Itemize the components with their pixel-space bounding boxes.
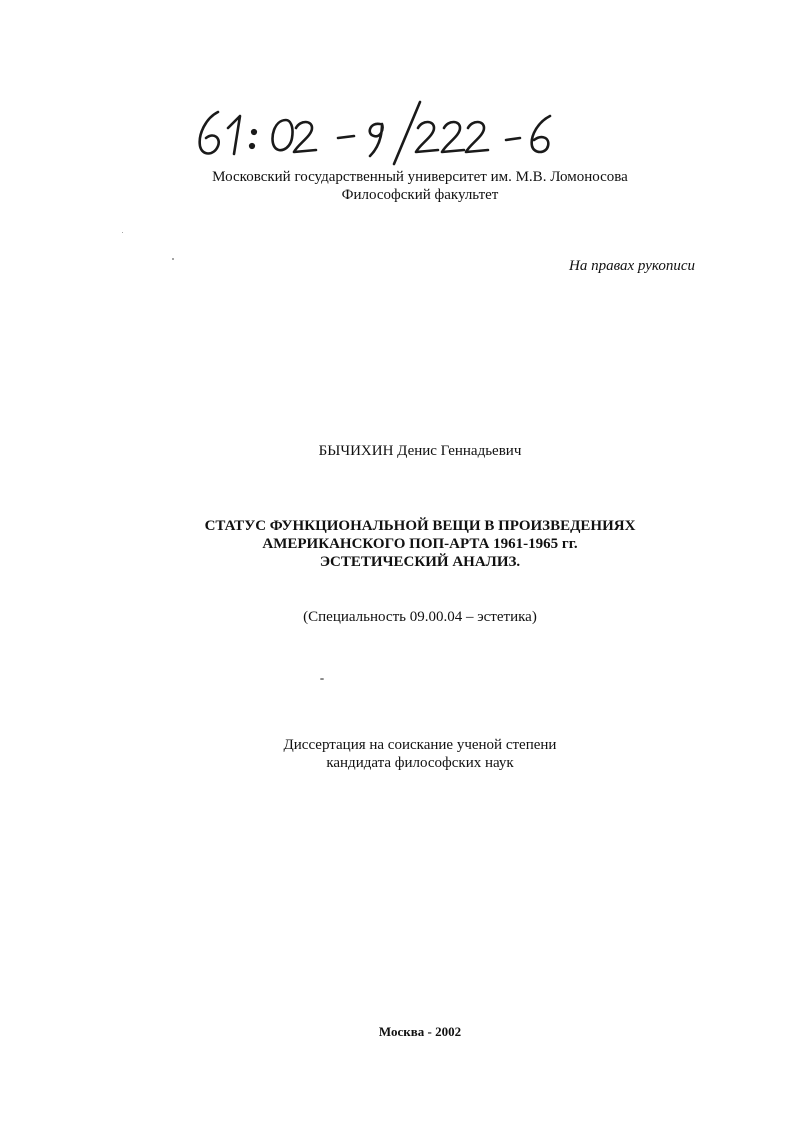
degree-statement xyxy=(120,736,720,772)
handwritten-archive-code xyxy=(188,98,568,166)
faculty-name: Философский факультет xyxy=(341,187,499,203)
author-name: БЫЧИХИН Денис Геннадьевич xyxy=(318,443,522,459)
institution-header xyxy=(120,168,720,204)
degree-line: кандидата философских наук xyxy=(326,755,514,771)
university-name: Московский государственный университет им. М.В. Ломоносова xyxy=(212,169,628,185)
scan-speck xyxy=(172,258,174,260)
dissertation-title xyxy=(110,517,730,571)
rights-note: На правах рукописи xyxy=(569,258,695,274)
specialty-code: (Специальность 09.00.04 – эстетика) xyxy=(303,609,537,625)
scan-speck xyxy=(122,232,123,233)
title-line: ЭСТЕТИЧЕСКИЙ АНАЛИЗ. xyxy=(319,554,521,570)
title-line: АМЕРИКАНСКОГО ПОП-АРТА 1961-1965 гг. xyxy=(262,536,578,552)
city-year: Москва - 2002 xyxy=(378,1024,462,1039)
degree-line: Диссертация на соискание ученой степени xyxy=(283,737,557,753)
title-line: СТАТУС ФУНКЦИОНАЛЬНОЙ ВЕЩИ В ПРОИЗВЕДЕНИЯХ xyxy=(204,518,636,534)
scan-speck xyxy=(320,678,324,680)
